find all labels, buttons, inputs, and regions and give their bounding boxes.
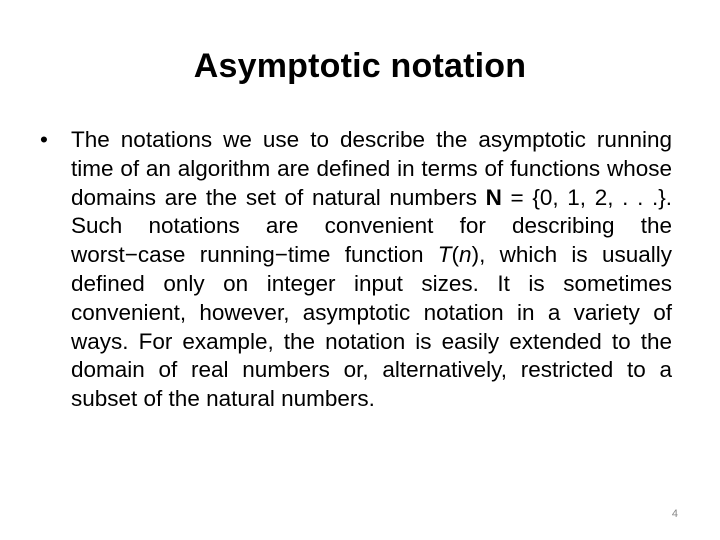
bullet-item	[40, 126, 672, 414]
bullet-text-part1: The notations we use to describe the asymptotic running time of an algorithm are defined in terms of functions whose domains are the set of natural numbers	[71, 127, 672, 210]
page-number: 4	[671, 508, 678, 520]
bullet-icon: •	[40, 127, 48, 152]
function-paren-close: )	[471, 242, 480, 268]
natural-numbers-symbol: N	[485, 184, 502, 210]
function-name: T	[437, 242, 452, 268]
bullet-text-part2: = {0, 1, 2, . . .}. Such notations are convenient for describing the worst−case running−time function	[71, 184, 672, 268]
function-paren-open: (	[451, 242, 460, 268]
slide-title: Asymptotic notation	[193, 47, 527, 85]
bullet-text-part3: , which is usually defined only on integer input sizes. It is sometimes convenient, however, asymptotic notation in a variety of ways. For example, the notation is easily extended to the domain of real numbers or, alternatively, restricted to a subset of the natural numbers.	[71, 242, 672, 412]
function-argument: n	[459, 242, 472, 268]
slide-body	[40, 126, 672, 414]
